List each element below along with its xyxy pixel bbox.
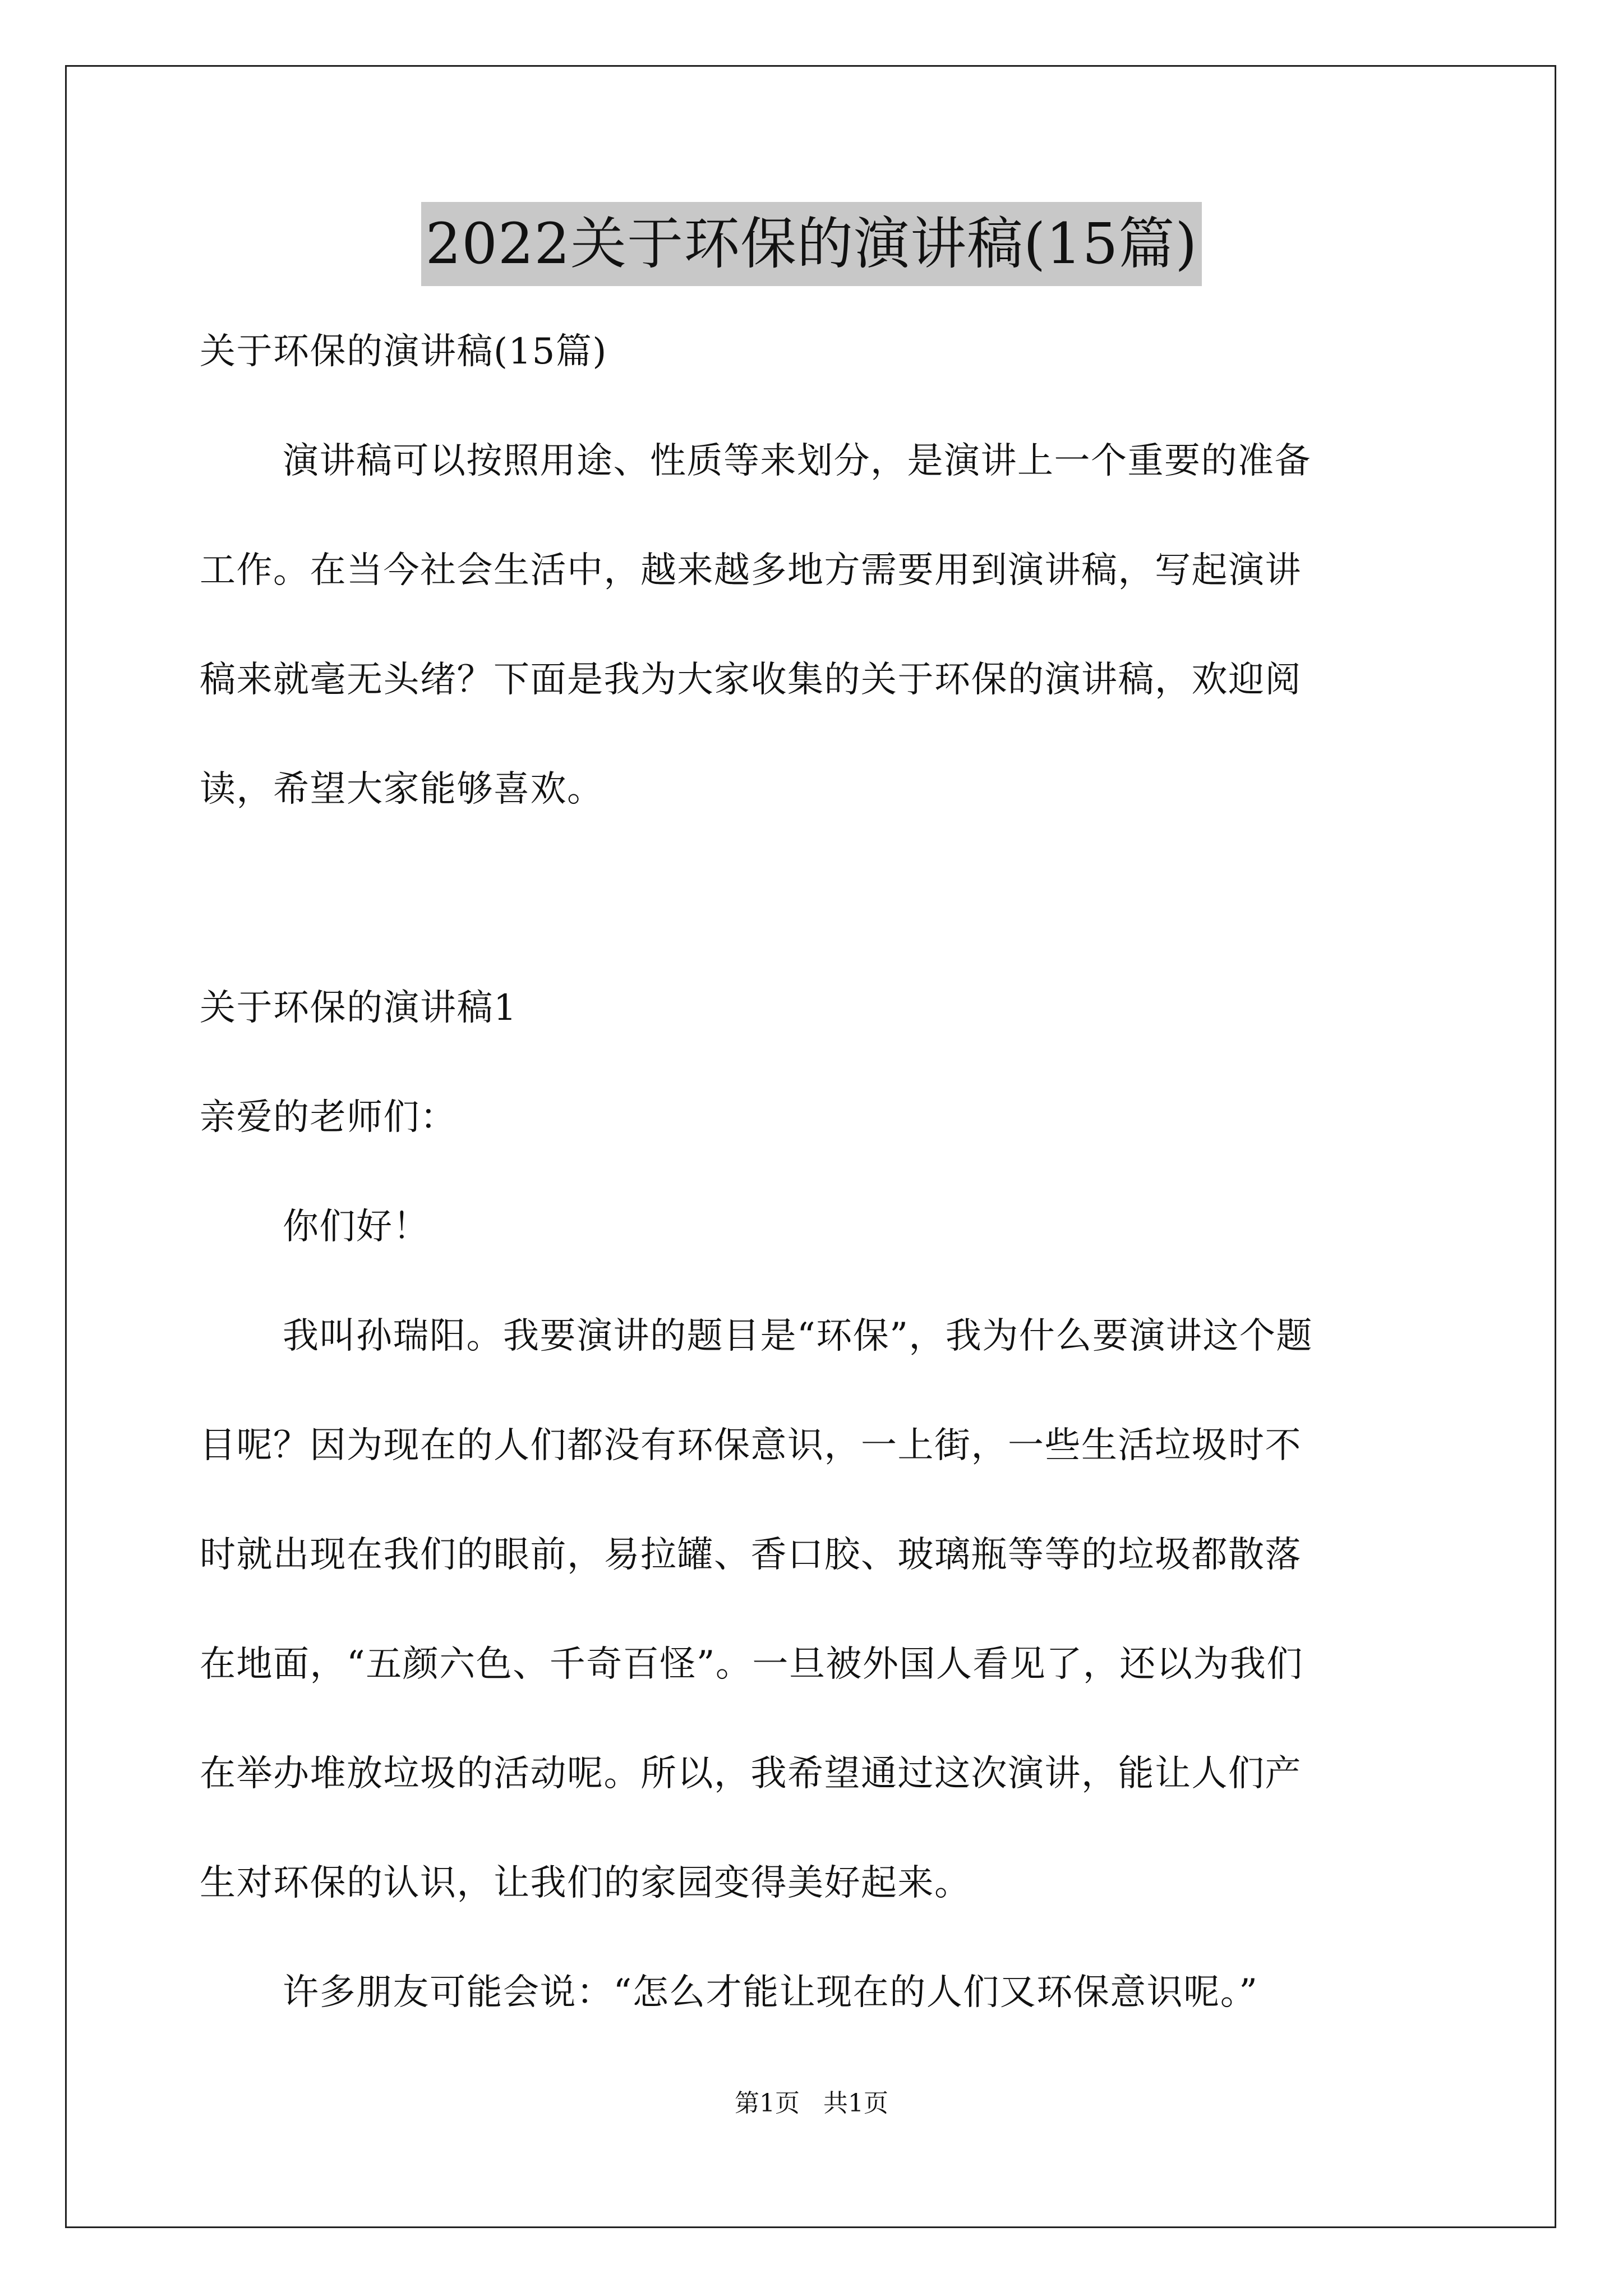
paragraph-line: 在举办堆放垃圾的活动呢。所以，我希望通过这次演讲，能让人们产 [200,1753,1302,1795]
paragraph-line: 目呢？因为现在的人们都没有环保意识，一上街，一些生活垃圾时不 [200,1425,1302,1466]
greeting: 你们好！ [283,1206,430,1248]
intro-line: 稿来就毫无头绪？下面是我为大家收集的关于环保的演讲稿，欢迎阅 [200,659,1302,701]
paragraph-line: 在地面，“五颜六色、千奇百怪”。一旦被外国人看见了，还以为我们 [200,1644,1303,1685]
blank-line [200,844,1433,954]
salutation: 亲爱的老师们： [200,1097,457,1138]
speech-paragraph-1-cont [200,1391,1433,1938]
speech-paragraph-1 [200,1282,1433,1391]
page-footer: 第1页 共1页 [735,2089,888,2118]
paragraph-line: 时就出现在我们的眼前，易拉罐、香口胶、玻璃瓶等等的垃圾都散落 [200,1534,1302,1576]
intro-line: 工作。在当今社会生活中，越来越多地方需要用到演讲稿，写起演讲 [200,550,1302,591]
intro-line: 读，希望大家能够喜欢。 [200,769,604,810]
intro-paragraph-cont [200,516,1433,844]
paragraph-line: 我叫孙瑞阳。我要演讲的题目是“环保”，我为什么要演讲这个题 [283,1315,1313,1357]
speech-paragraph-2: 许多朋友可能会说：“怎么才能让现在的人们又环保意识呢。” [283,1972,1258,2013]
intro-line: 演讲稿可以按照用途、性质等来划分，是演讲上一个重要的准备 [283,440,1311,482]
intro-paragraph [200,407,1433,516]
document-title: 2022关于环保的演讲稿(15篇) [421,202,1202,286]
title-container [0,202,1623,286]
section-heading: 关于环保的演讲稿1 [200,987,518,1029]
subtitle: 关于环保的演讲稿(15篇) [200,331,607,372]
paragraph-line: 生对环保的认识，让我们的家园变得美好起来。 [200,1862,971,1904]
document-body [200,297,1433,2047]
